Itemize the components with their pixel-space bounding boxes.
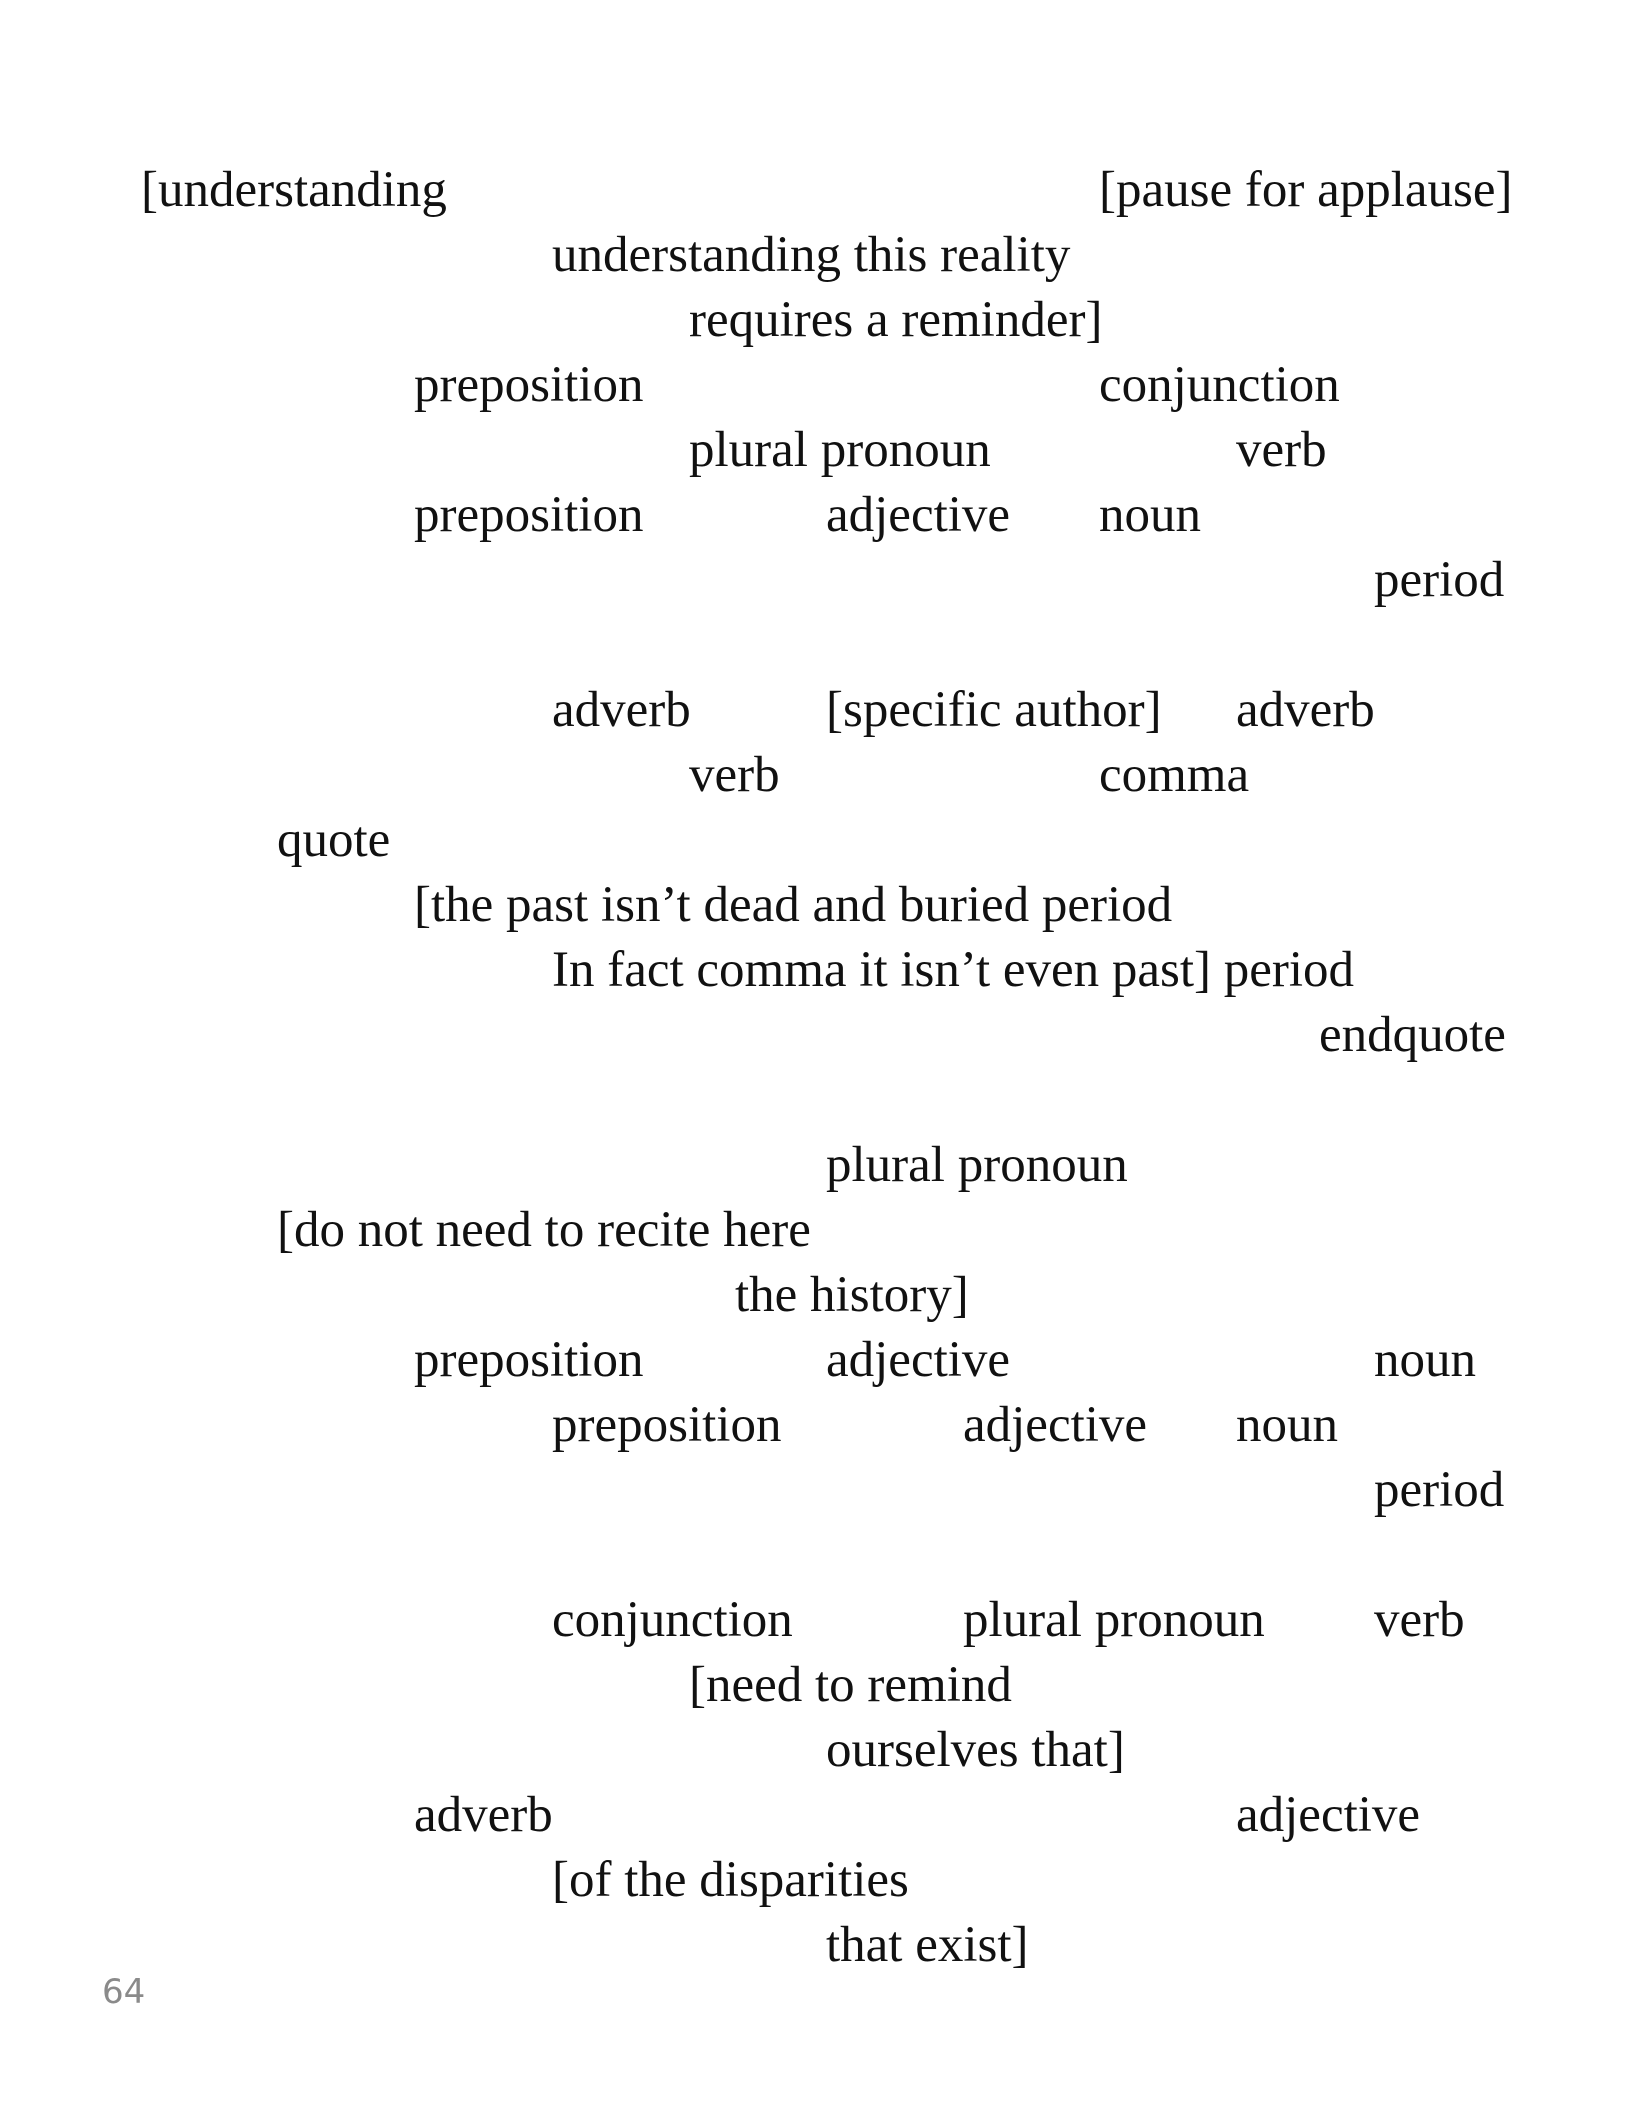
poem-word: In fact comma it isn’t even past] period	[552, 942, 1355, 998]
poem-word: [need to remind	[689, 1657, 1012, 1713]
poem-word: verb	[689, 747, 780, 803]
poem-word: adverb	[414, 1787, 553, 1843]
poem-word: plural pronoun	[963, 1592, 1265, 1648]
poem-word: [pause for applause]	[1099, 162, 1513, 218]
poem-word: comma	[1099, 747, 1250, 803]
poem-word: conjunction	[1099, 357, 1340, 413]
poem-word: understanding this reality	[552, 227, 1071, 283]
poem-word: adverb	[1236, 682, 1375, 738]
poem-word: plural pronoun	[826, 1137, 1128, 1193]
poem-word: noun	[1236, 1397, 1338, 1453]
poem-word: quote	[277, 812, 391, 868]
poem-word: [understanding	[141, 162, 447, 218]
poem-word: preposition	[552, 1397, 782, 1453]
poem-word: that exist]	[826, 1917, 1029, 1973]
poem-word: period	[1374, 552, 1505, 608]
poem-word: adjective	[826, 1332, 1011, 1388]
poem-word: plural pronoun	[689, 422, 991, 478]
poem-word: adjective	[1236, 1787, 1421, 1843]
poem-word: ourselves that]	[826, 1722, 1125, 1778]
poem-word: adverb	[552, 682, 691, 738]
poem-word: endquote	[1319, 1007, 1506, 1063]
poem-word: [specific author]	[826, 682, 1162, 738]
poem-word: verb	[1374, 1592, 1465, 1648]
poem-word: preposition	[414, 1332, 644, 1388]
poem-word: adjective	[963, 1397, 1148, 1453]
poem-word: requires a reminder]	[689, 292, 1103, 348]
page-number: 64	[102, 1972, 146, 2012]
poem-word: period	[1374, 1462, 1505, 1518]
poem-word: preposition	[414, 487, 644, 543]
poem-word: verb	[1236, 422, 1327, 478]
poem-word: adjective	[826, 487, 1011, 543]
poem-word: [do not need to recite here	[277, 1202, 811, 1258]
poem-word: noun	[1099, 487, 1201, 543]
poem-word: noun	[1374, 1332, 1476, 1388]
poem-word: conjunction	[552, 1592, 793, 1648]
poem-word: [the past isn’t dead and buried period	[414, 877, 1173, 933]
poem-word: [of the disparities	[552, 1852, 909, 1908]
poem-word: preposition	[414, 357, 644, 413]
poem-word: the history]	[735, 1267, 969, 1323]
